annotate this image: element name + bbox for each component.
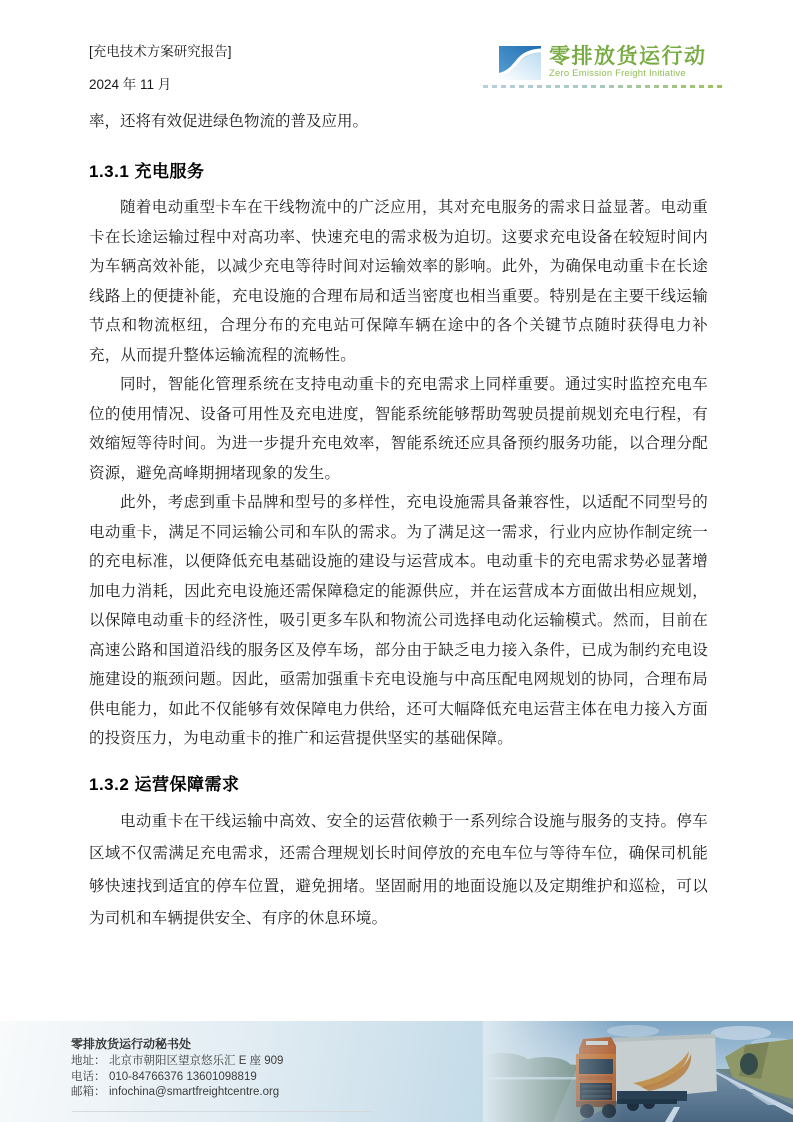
section-heading-1-3-1: 1.3.1 充电服务: [89, 162, 205, 181]
address-label: 地址：: [71, 1055, 106, 1067]
paragraph: 随着电动重型卡车在干线物流中的广泛应用，其对充电服务的需求日益显著。电动重卡在长途运输过程中对高功率、快速充电的需求极为迫切。这要求充电设备在较短时间内为车辆高效补能，以减少充电等待时间对运输效率的影响。此外，为确保电动重卡在长途线路上的便捷补能，充电设施的合理布局和适当密度也相当重要。特别是在主要干线运输节点和物流枢纽，合理分布的充电站可保障车辆在途中的各个关键节点随时获得电力补充，从而提升整体运输流程的流畅性。: [89, 199, 708, 364]
footer-email-row: [71, 1085, 283, 1101]
lead-sentence: 率，还将有效促进绿色物流的普及应用。: [89, 113, 369, 130]
phone-value: 010-84766376 13601098819: [109, 1070, 257, 1083]
paragraph: 此外，考虑到重卡品牌和型号的多样性，充电设施需具备兼容性，以适配不同型号的电动重卡，满足不同运输公司和车队的需求。为了满足这一需求，行业内应协作制定统一的充电标准，以便降低充电基础设施的建设与运营成本。电动重卡的充电需求势必显著增加电力消耗，因此充电设施还需保障稳定的能源供应，并在运营成本方面做出相应规划，以保障电动重卡的经济性，吸引更多车队和物流公司选择电动化运输模式。然而，目前在高速公路和国道沿线的服务区及停车场，部分由于缺乏电力接入条件，已成为制约充电设施建设的瓶颈问题。因此，亟需加强重卡充电设施与中高压配电网规划的协同，合理布局供电能力，如此不仅能够有效保障电力供给，还可大幅降低充电运营主体在电力接入方面的投资压力，为电动重卡的推广和运营提供坚实的基础保障。: [89, 494, 708, 747]
report-date: 2024 年 11 月: [89, 77, 172, 92]
footer-org-name: 零排放货运行动秘书处: [71, 1037, 192, 1051]
logo-name-cn: 零排放货运行动: [549, 45, 707, 68]
logo-name-en: Zero Emission Freight Initiative: [549, 68, 686, 79]
email-label: 邮箱：: [71, 1086, 106, 1098]
truck-highway-photo: [483, 1021, 793, 1122]
footer: [0, 1021, 793, 1122]
report-tag: [充电技术方案研究报告]: [89, 44, 232, 59]
paragraph: 同时，智能化管理系统在支持电动重卡的充电需求上同样重要。通过实时监控充电车位的使用情况、设备可用性及充电进度，智能系统能够帮助驾驶员提前规划充电行程，有效缩短等待时间。为进一步提升充电效率，智能系统还应具备预约服务功能，以合理分配资源，避免高峰期拥堵现象的发生。: [89, 376, 708, 482]
email-value: infochina@smartfreightcentre.org: [109, 1086, 280, 1098]
document-body: [89, 43, 708, 936]
footer-divider-line: [72, 1111, 373, 1112]
phone-label: 电话：: [71, 1070, 106, 1083]
address-value: 北京市朝阳区望京悠乐汇 E 座 909: [109, 1055, 284, 1067]
footer-phone-row: [71, 1070, 283, 1086]
section-heading-1-3-2: 1.3.2 运营保障需求: [89, 774, 240, 794]
paragraph: 电动重卡在干线运输中高效、安全的运营依赖于一系列综合设施与服务的支持。停车区域不仅需满足充电需求，还需合理规划长时间停放的充电车位与等待车位，确保司机能够快速找到适宜的停车位置，避免拥堵。坚固耐用的地面设施以及定期维护和巡检，可以为司机和车辆提供安全、有序的休息环境。: [89, 812, 708, 927]
footer-address-row: [71, 1054, 283, 1070]
footer-contact-block: [71, 1037, 283, 1101]
